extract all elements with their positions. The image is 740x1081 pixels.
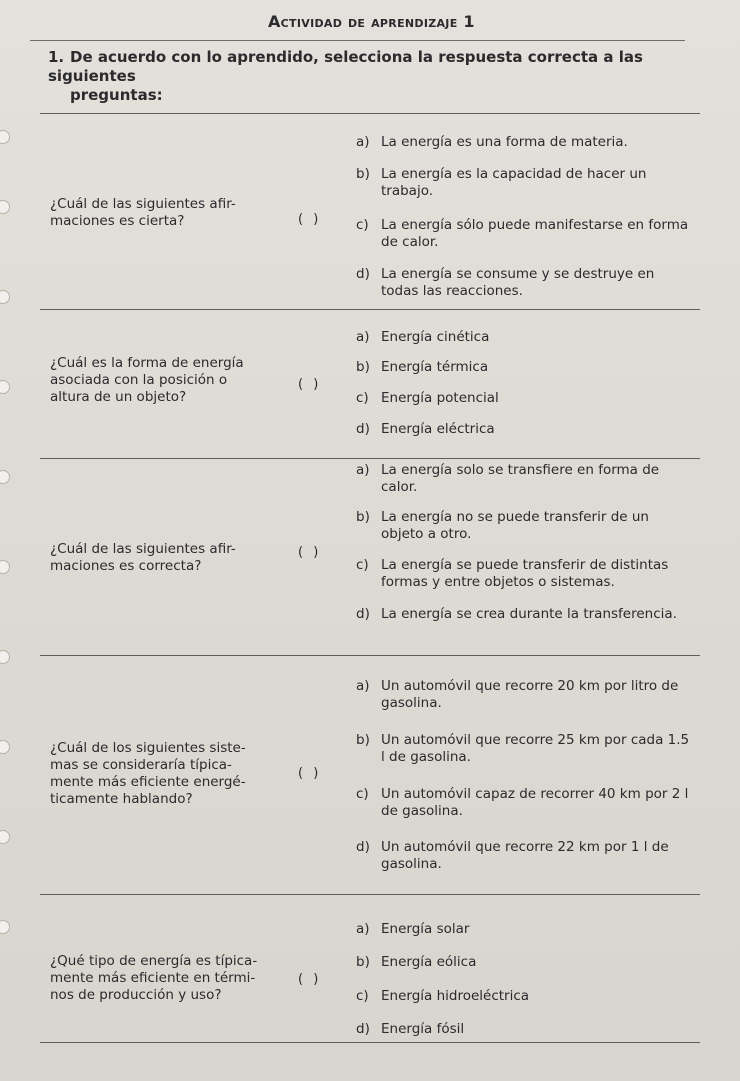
option-letter: d) [356,839,370,855]
option-letter: c) [356,988,369,1004]
option-a[interactable] [356,921,696,938]
option-d[interactable] [356,421,696,438]
question-row [40,895,700,1043]
binder-ring [0,290,10,304]
option-text: Energía fósil [381,1021,465,1037]
binder-ring [0,920,10,934]
option-letter: d) [356,266,370,282]
option-text: Energía térmica [381,359,489,375]
question-row [40,459,700,656]
option-letter: b) [356,359,370,375]
answer-blank[interactable]: ( ) [298,377,322,392]
title-divider [30,40,685,41]
questions-table [40,113,700,1043]
option-text: Un automóvil que recorre 22 km por 1 l de gasolina. [381,839,669,872]
question-text [50,355,285,406]
option-d[interactable] [356,839,696,873]
option-text: Energía eólica [381,954,477,970]
option-a[interactable] [356,329,696,346]
option-b[interactable] [356,732,696,766]
question-text [50,953,285,1004]
option-c[interactable] [356,988,696,1005]
option-letter: a) [356,678,370,694]
option-text: Energía cinética [381,329,490,345]
question-text [50,541,285,575]
option-text: Energía solar [381,921,470,937]
option-text: Energía hidroeléctrica [381,988,530,1004]
option-letter: a) [356,134,370,150]
option-text: Un automóvil capaz de recorrer 40 km por 2 l de gasolina. [381,786,689,819]
option-d[interactable] [356,606,696,623]
option-letter: a) [356,329,370,345]
question-line: ¿Cuál es la forma de energía [50,355,244,371]
question-line: nos de producción y uso? [50,987,222,1003]
question-line: maciones es correcta? [50,558,202,574]
option-letter: d) [356,1021,370,1037]
question-line: altura de un objeto? [50,389,187,405]
option-text: Energía eléctrica [381,421,495,437]
question-line: ¿Cuál de los siguientes siste- [50,740,246,756]
option-letter: b) [356,509,370,525]
option-letter: d) [356,421,370,437]
answer-blank[interactable]: ( ) [298,545,322,560]
option-a[interactable] [356,462,696,496]
question-text [50,196,285,230]
option-text: La energía es la capacidad de hacer un trabajo. [381,166,647,199]
question-row [40,656,700,895]
binder-ring [0,380,10,394]
option-c[interactable] [356,786,696,820]
option-letter: c) [356,217,369,233]
option-d[interactable] [356,1021,696,1038]
option-text: Energía potencial [381,390,499,406]
question-row [40,114,700,310]
option-text: Un automóvil que recorre 25 km por cada 1.5 l de gasolina. [381,732,690,765]
binder-ring [0,650,10,664]
option-b[interactable] [356,954,696,971]
page-title: Actividad de aprendizaje 1 [268,12,475,31]
option-b[interactable] [356,359,696,376]
option-text: La energía sólo puede manifestarse en forma de calor. [381,217,689,250]
option-letter: b) [356,732,370,748]
binder-ring [0,830,10,844]
option-b[interactable] [356,509,696,543]
option-text: La energía solo se transfiere en forma de calor. [381,462,660,495]
option-letter: b) [356,954,370,970]
instruction-number: 1. [48,48,65,66]
binder-ring [0,200,10,214]
answer-blank[interactable]: ( ) [298,972,322,987]
option-a[interactable] [356,678,696,712]
option-letter: a) [356,462,370,478]
option-text: La energía se crea durante la transferencia. [381,606,677,622]
question-line: ¿Cuál de las siguientes afir- [50,196,236,212]
question-line: asociada con la posición o [50,372,228,388]
option-letter: a) [356,921,370,937]
option-c[interactable] [356,217,696,251]
binder-ring [0,740,10,754]
instruction [48,48,688,105]
option-letter: b) [356,166,370,182]
option-letter: d) [356,606,370,622]
option-letter: c) [356,557,369,573]
option-text: La energía no se puede transferir de un objeto a otro. [381,509,649,542]
question-text [50,740,285,808]
option-text: La energía es una forma de materia. [381,134,628,150]
binder-ring [0,130,10,144]
option-text: Un automóvil que recorre 20 km por litro de gasolina. [381,678,679,711]
question-line: ¿Cuál de las siguientes afir- [50,541,236,557]
option-a[interactable] [356,134,696,151]
question-line: mente más eficiente energé- [50,774,246,790]
option-text: La energía se consume y se destruye en todas las reacciones. [381,266,655,299]
instruction-text: De acuerdo con lo aprendido, selecciona la respuesta correcta a las siguientes [48,48,643,85]
option-d[interactable] [356,266,696,300]
option-letter: c) [356,390,369,406]
question-line: mente más eficiente en térmi- [50,970,256,986]
option-c[interactable] [356,390,696,407]
question-line: ticamente hablando? [50,791,193,807]
option-b[interactable] [356,166,696,200]
binder-ring [0,560,10,574]
question-line: ¿Qué tipo de energía es típica- [50,953,258,969]
option-text: La energía se puede transferir de distintas formas y entre objetos o sistemas. [381,557,669,590]
binder-ring [0,470,10,484]
answer-blank[interactable]: ( ) [298,212,322,227]
question-line: maciones es cierta? [50,213,185,229]
question-line: mas se consideraría típica- [50,757,232,773]
option-letter: c) [356,786,369,802]
answer-blank[interactable]: ( ) [298,766,322,781]
option-c[interactable] [356,557,696,591]
question-row [40,310,700,459]
instruction-text-continued: preguntas: [70,86,163,104]
